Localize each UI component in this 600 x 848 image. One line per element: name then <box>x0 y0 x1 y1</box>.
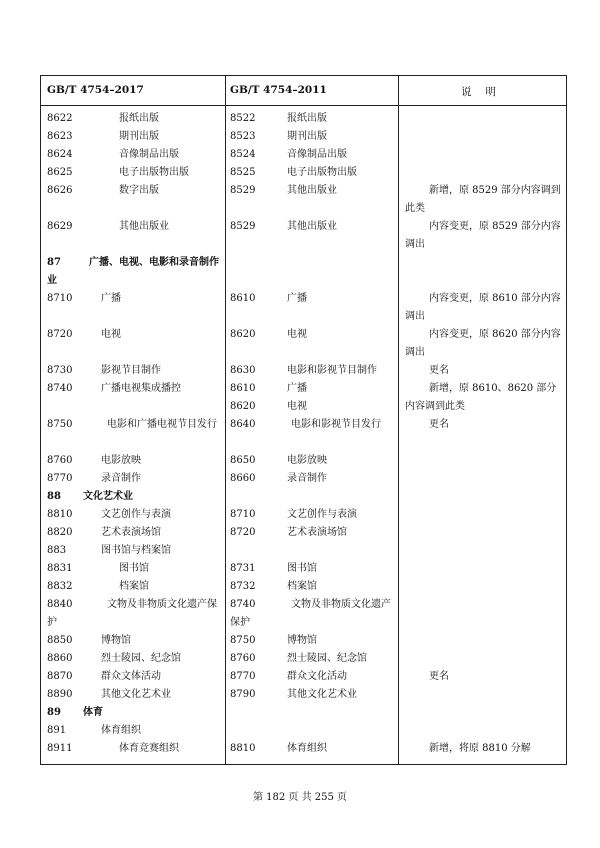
old-code: 8660 <box>230 473 256 484</box>
table-row <box>41 452 566 470</box>
old-name: 电视 <box>287 401 307 412</box>
description: 新增，将原 8810 分解 <box>429 743 531 754</box>
new-name: 群众文体活动 <box>101 671 161 682</box>
new-name: 文化艺术业 <box>83 491 133 502</box>
old-code: 8529 <box>230 185 256 196</box>
old-name: 文物及非物质文化遗产保护 <box>230 599 391 628</box>
old-name: 电视 <box>287 329 307 340</box>
old-name: 图书馆 <box>287 563 317 574</box>
old-name: 广播 <box>287 293 307 304</box>
header-description: 说明 <box>461 86 510 98</box>
new-code: 8750 <box>47 419 73 430</box>
new-code: 8760 <box>47 455 73 466</box>
page-number: 第 182 页 共 255 页 <box>252 792 348 803</box>
old-code: 8760 <box>230 653 256 664</box>
new-code: 8911 <box>47 743 73 754</box>
old-name: 报纸出版 <box>287 113 327 124</box>
old-name: 广播 <box>287 383 307 394</box>
table-row <box>41 128 566 146</box>
new-code: 8626 <box>47 185 73 196</box>
new-name: 图书馆 <box>119 563 149 574</box>
new-code: 8710 <box>47 293 73 304</box>
table-row <box>41 326 566 362</box>
new-name: 电影和广播电视节目发行 <box>107 419 217 430</box>
new-code: 8850 <box>47 635 73 646</box>
old-code: 8529 <box>230 221 256 232</box>
description: 更名 <box>429 419 449 430</box>
new-name: 广播 <box>101 293 121 304</box>
table-row <box>41 164 566 182</box>
new-code: 8831 <box>47 563 73 574</box>
old-code: 8750 <box>230 635 256 646</box>
old-code: 8610 <box>230 293 256 304</box>
old-code: 8525 <box>230 167 256 178</box>
description: 新增，原 8610、8620 部分内容调到此类 <box>405 383 557 412</box>
new-code: 8810 <box>47 509 73 520</box>
new-name: 烈士陵园、纪念馆 <box>101 653 181 664</box>
new-name: 文艺创作与表演 <box>101 509 171 520</box>
old-name: 期刊出版 <box>287 131 327 142</box>
new-code: 8870 <box>47 671 73 682</box>
old-name: 电影和影视节目发行 <box>291 419 381 430</box>
table-row <box>41 218 566 254</box>
table-row <box>41 704 566 722</box>
old-code: 8610 <box>230 383 256 394</box>
description: 新增，原 8529 部分内容调到此类 <box>405 185 561 214</box>
old-code: 8731 <box>230 563 256 574</box>
old-name: 烈士陵园、纪念馆 <box>287 653 367 664</box>
old-name: 其他出版业 <box>287 221 337 232</box>
table-row <box>41 668 566 686</box>
new-code: 8770 <box>47 473 73 484</box>
new-name: 报纸出版 <box>119 113 159 124</box>
new-name: 电影放映 <box>101 455 141 466</box>
new-name: 期刊出版 <box>119 131 159 142</box>
old-code: 8620 <box>230 329 256 340</box>
old-name: 录音制作 <box>287 473 327 484</box>
new-code: 87 <box>47 257 61 268</box>
new-name: 博物馆 <box>101 635 131 646</box>
old-name: 电影和影视节目制作 <box>287 365 377 376</box>
table-row <box>41 398 566 416</box>
old-code: 8740 <box>230 599 256 610</box>
old-code: 8524 <box>230 149 256 160</box>
table-row <box>41 686 566 704</box>
new-name: 影视节目制作 <box>101 365 161 376</box>
new-code: 8622 <box>47 113 73 124</box>
new-name: 电子出版物出版 <box>119 167 189 178</box>
new-name: 音像制品出版 <box>119 149 179 160</box>
table-row <box>41 524 566 542</box>
new-name: 档案馆 <box>119 581 149 592</box>
new-code: 8890 <box>47 689 73 700</box>
new-name: 录音制作 <box>101 473 141 484</box>
table-row <box>41 506 566 524</box>
table-row <box>41 542 566 560</box>
old-code: 8770 <box>230 671 256 682</box>
new-name: 文物及非物质文化遗产保护 <box>47 599 217 628</box>
table-row <box>41 110 566 128</box>
table-header <box>41 76 566 106</box>
new-name: 其他出版业 <box>119 221 169 232</box>
table-row <box>41 380 566 412</box>
new-name: 体育竞赛组织 <box>119 743 179 754</box>
old-code: 8732 <box>230 581 256 592</box>
old-name: 艺术表演场馆 <box>287 527 347 538</box>
new-name: 数字出版 <box>119 185 159 196</box>
old-name: 电影放映 <box>287 455 327 466</box>
old-name: 其他出版业 <box>287 185 337 196</box>
table-row <box>41 578 566 596</box>
new-code: 883 <box>47 545 67 556</box>
table-row <box>41 290 566 326</box>
table-row <box>41 632 566 650</box>
new-name: 艺术表演场馆 <box>101 527 161 538</box>
new-code: 891 <box>47 725 67 736</box>
old-name: 其他文化艺术业 <box>287 689 357 700</box>
old-code: 8720 <box>230 527 256 538</box>
table-row <box>41 488 566 506</box>
new-name: 广播、电视、电影和录音制作业 <box>47 257 219 286</box>
new-code: 8623 <box>47 131 73 142</box>
description: 更名 <box>429 365 449 376</box>
table-row <box>41 740 566 758</box>
description: 内容变更，原 8610 部分内容调出 <box>405 293 561 322</box>
new-name: 体育组织 <box>101 725 141 736</box>
new-code: 8740 <box>47 383 73 394</box>
new-code: 8625 <box>47 167 73 178</box>
old-code: 8710 <box>230 509 256 520</box>
old-code: 8790 <box>230 689 256 700</box>
new-name: 体育 <box>83 707 103 718</box>
old-code: 8523 <box>230 131 256 142</box>
new-code: 8629 <box>47 221 73 232</box>
table-row <box>41 146 566 164</box>
description: 内容变更，原 8620 部分内容调出 <box>405 329 561 358</box>
table-row <box>41 362 566 380</box>
header-old-standard: GB/T 4754–2011 <box>230 84 327 96</box>
old-name: 电子出版物出版 <box>287 167 357 178</box>
new-name: 电视 <box>101 329 121 340</box>
old-name: 音像制品出版 <box>287 149 347 160</box>
new-code: 8860 <box>47 653 73 664</box>
new-name: 图书馆与档案馆 <box>101 545 171 556</box>
new-code: 8624 <box>47 149 73 160</box>
description: 更名 <box>429 671 449 682</box>
old-name: 体育组织 <box>287 743 327 754</box>
header-new-standard: GB/T 4754–2017 <box>47 84 144 96</box>
table-row <box>41 596 566 632</box>
old-code: 8640 <box>230 419 256 430</box>
new-name: 广播电视集成播控 <box>101 383 181 394</box>
old-name: 文艺创作与表演 <box>287 509 357 520</box>
new-code: 8730 <box>47 365 73 376</box>
table-row <box>41 416 566 452</box>
new-code: 8820 <box>47 527 73 538</box>
new-name: 其他文化艺术业 <box>101 689 171 700</box>
old-code: 8650 <box>230 455 256 466</box>
table-row <box>41 722 566 740</box>
description: 内容变更，原 8529 部分内容调出 <box>405 221 561 250</box>
old-code: 8630 <box>230 365 256 376</box>
old-code: 8522 <box>230 113 256 124</box>
old-code: 8810 <box>230 743 256 754</box>
old-name: 档案馆 <box>287 581 317 592</box>
new-code: 8840 <box>47 599 73 610</box>
table-row <box>41 650 566 668</box>
table-row <box>41 182 566 218</box>
table-row <box>41 470 566 488</box>
new-code: 89 <box>47 707 61 718</box>
table-row <box>41 254 566 290</box>
old-name: 群众文化活动 <box>287 671 347 682</box>
new-code: 88 <box>47 491 61 502</box>
new-code: 8720 <box>47 329 73 340</box>
old-code: 8620 <box>230 401 256 412</box>
new-code: 8832 <box>47 581 73 592</box>
table-row <box>41 560 566 578</box>
comparison-table <box>40 75 567 765</box>
table-body <box>41 110 566 758</box>
old-name: 博物馆 <box>287 635 317 646</box>
